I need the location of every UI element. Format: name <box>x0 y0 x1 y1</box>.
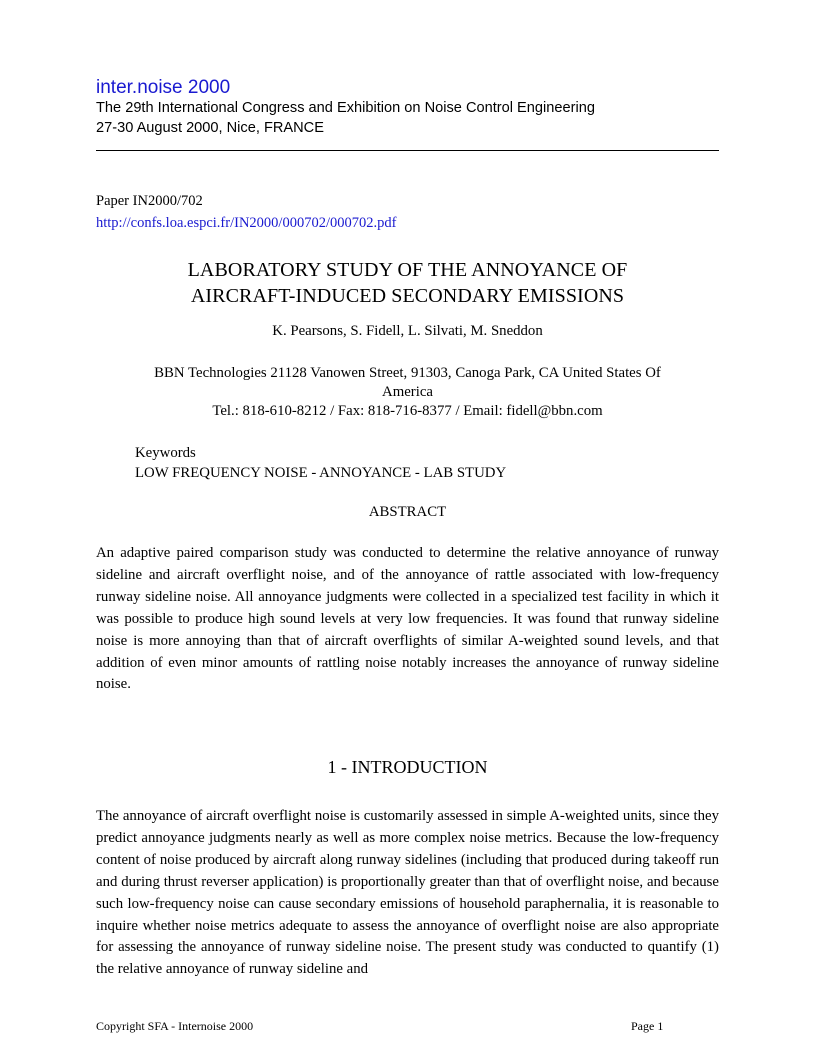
footer-copyright: Copyright SFA - Internoise 2000 <box>96 1019 254 1033</box>
header-divider <box>96 150 719 151</box>
footer-page-number: Page 1 <box>631 1019 664 1033</box>
congress-title: The 29th International Congress and Exhibition on Noise Control Engineering <box>96 100 595 116</box>
keywords-value: LOW FREQUENCY NOISE - ANNOYANCE - LAB STUDY <box>135 465 507 481</box>
introduction-paragraph: The annoyance of aircraft overflight noise is customarily assessed in simple A-weighted units, since they predict annoyance judgments nearly as well as more complex noise metrics. Because the low-frequency content of noise produced by aircraft along runway sidelines (including that produced during takeoff run and during thrust reverser application) is proportionally greater than that of overflight noise, and because such low-frequency noise can cause secondary emissions of household paraphernalia, it is reasonable to inquire whether noise metrics adequate to assess the annoyance of overflight noise are also appropriate for assessing the annoyance of runway sideline noise. The present study was conducted to quantify (1) the relative annoyance of runway sideline and <box>96 808 719 978</box>
paper-url-link[interactable]: http://confs.loa.espci.fr/IN2000/000702/000702.pdf <box>96 215 397 231</box>
abstract-heading: ABSTRACT <box>368 504 447 520</box>
abstract-text <box>96 543 719 696</box>
conference-dates: 27-30 August 2000, Nice, FRANCE <box>96 120 324 136</box>
section-heading-introduction: 1 - INTRODUCTION <box>327 757 488 777</box>
keywords-label: Keywords <box>135 445 196 461</box>
affiliation-line-1: BBN Technologies 21128 Vanowen Street, 91303, Canoga Park, CA United States Of <box>154 365 661 381</box>
abstract-paragraph: An adaptive paired comparison study was conducted to determine the relative annoyance of runway sideline and aircraft overflight noise, and of the annoyance of rattle associated with low-frequency runway sideline noise. All annoyance judgments were collected in a specialized test facility in which it was possible to produce high sound levels at very low frequencies. It was found that runway sideline noise is more annoying than that of aircraft overflights of similar A-weighted sound levels, and that addition of even minor amounts of rattling noise notably increases the annoyance of runway sideline noise. <box>96 545 719 693</box>
paper-title-line-2: AIRCRAFT-INDUCED SECONDARY EMISSIONS <box>190 285 625 307</box>
paper-title-line-1: LABORATORY STUDY OF THE ANNOYANCE OF <box>187 259 628 281</box>
introduction-text <box>96 806 719 981</box>
contact-info: Tel.: 818-610-8212 / Fax: 818-716-8377 / Email: fidell@bbn.com <box>212 403 603 419</box>
paper-id: Paper IN2000/702 <box>96 193 203 209</box>
affiliation-line-2: America <box>382 384 433 400</box>
authors: K. Pearsons, S. Fidell, L. Silvati, M. Sneddon <box>272 323 543 339</box>
conference-name: inter.noise 2000 <box>96 77 231 98</box>
